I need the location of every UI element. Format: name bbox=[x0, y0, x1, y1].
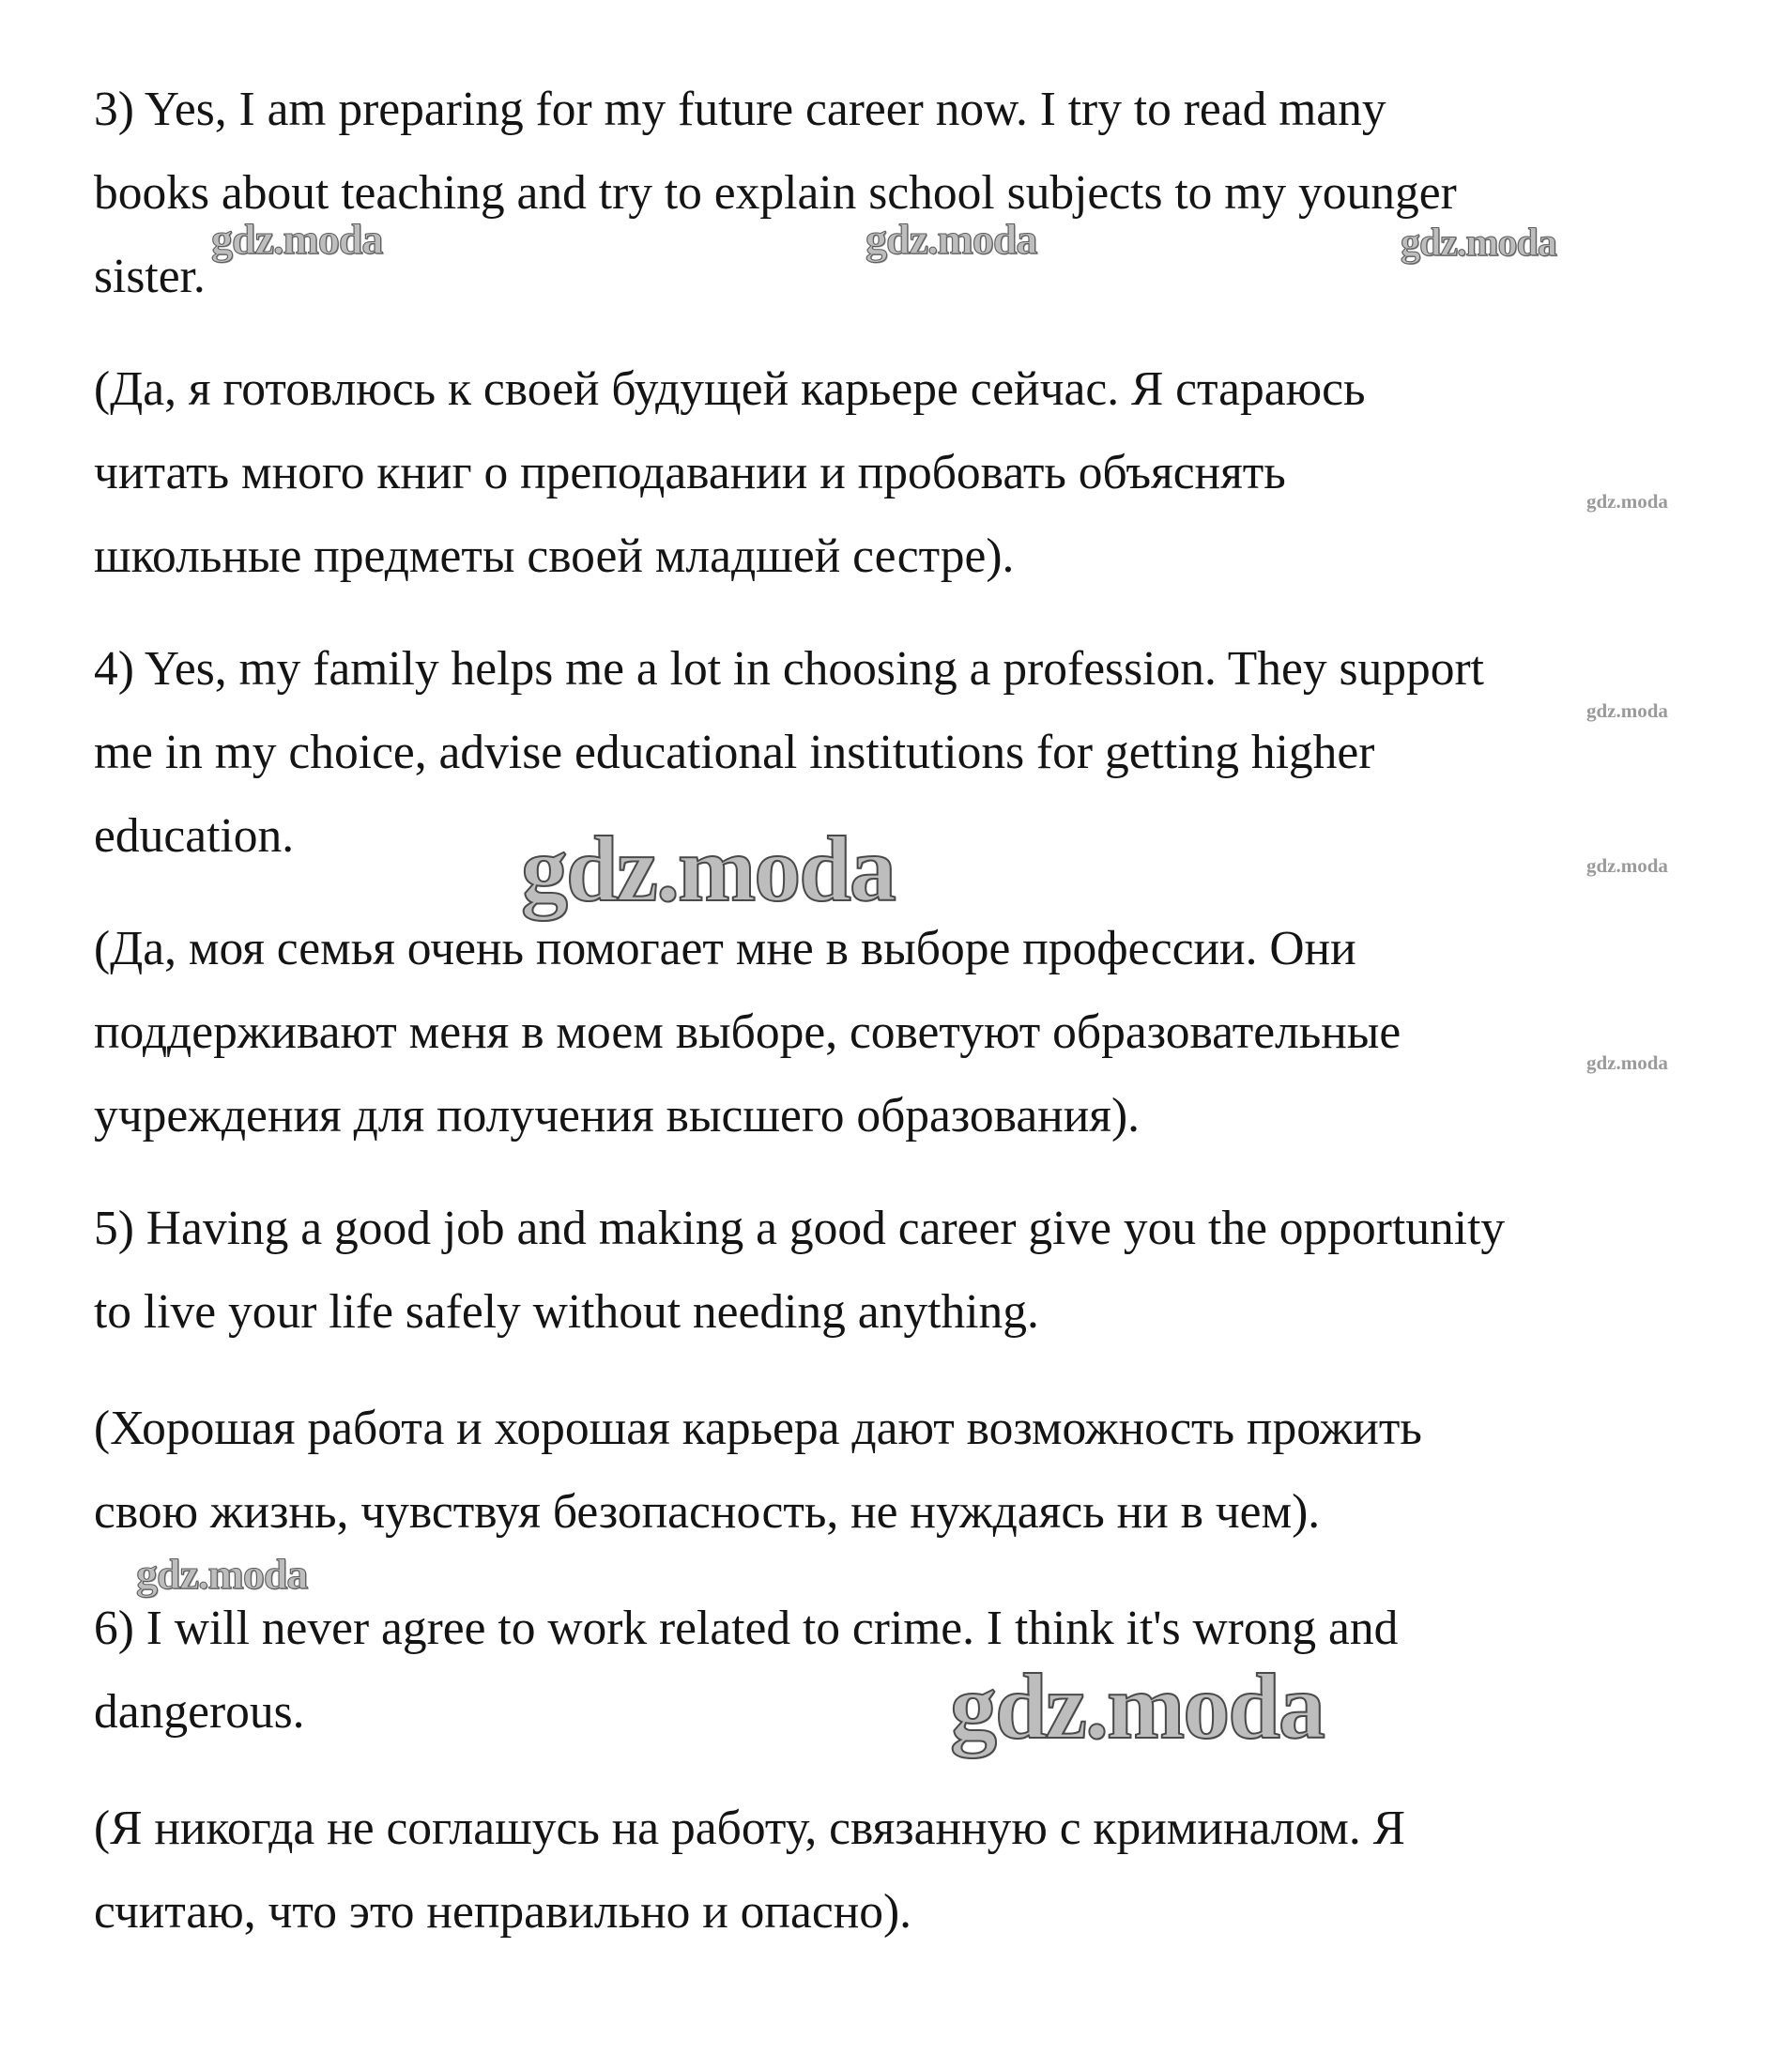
watermark: gdz.moda bbox=[136, 1550, 308, 1598]
watermark: gdz.moda bbox=[950, 1654, 1324, 1758]
watermark: gdz.moda bbox=[1586, 854, 1668, 877]
watermark: gdz.moda bbox=[1586, 1051, 1668, 1074]
answer-3-english: 3) Yes, I am preparing for my future career now. I try to read many books about teaching and try to explain school subjects to my younger sister. bbox=[94, 83, 1457, 303]
answer-4-english: 4) Yes, my family helps me a lot in choosing a profession. They support me in my choice, advise educational institutions for getting higher education. bbox=[94, 642, 1484, 863]
watermark: gdz.moda bbox=[865, 215, 1037, 263]
watermark: gdz.moda bbox=[1401, 222, 1556, 265]
watermark: gdz.moda bbox=[521, 817, 895, 921]
watermark: gdz.moda bbox=[1586, 699, 1668, 722]
answer-5-english: 5) Having a good job and making a good career give you the opportunity to live your life safely without needing anything. bbox=[94, 1202, 1506, 1339]
answer-5-russian: (Хорошая работа и хорошая карьера дают возможность прожить свою жизнь, чувствуя безопасность, не нуждаясь ни в чем). bbox=[94, 1402, 1422, 1539]
watermark: gdz.moda bbox=[1586, 490, 1668, 513]
answer-3-russian: (Да, я готовлюсь к своей будущей карьере сейчас. Я стараюсь читать много книг о преподавании и пробовать объяснять школьные предметы своей младшей сестре). bbox=[94, 362, 1366, 583]
watermark: gdz.moda bbox=[211, 215, 383, 263]
answer-4-russian: (Да, моя семья очень помогает мне в выборе профессии. Они поддерживают меня в моем выборе, советуют образовательные учреждения для получения высшего образования). bbox=[94, 922, 1401, 1143]
answer-6-english: 6) I will never agree to work related to crime. I think it's wrong and dangerous. bbox=[94, 1602, 1399, 1739]
answer-6-russian: (Я никогда не соглашусь на работу, связанную с криминалом. Я считаю, что это неправильно и опасно). bbox=[94, 1802, 1405, 1939]
